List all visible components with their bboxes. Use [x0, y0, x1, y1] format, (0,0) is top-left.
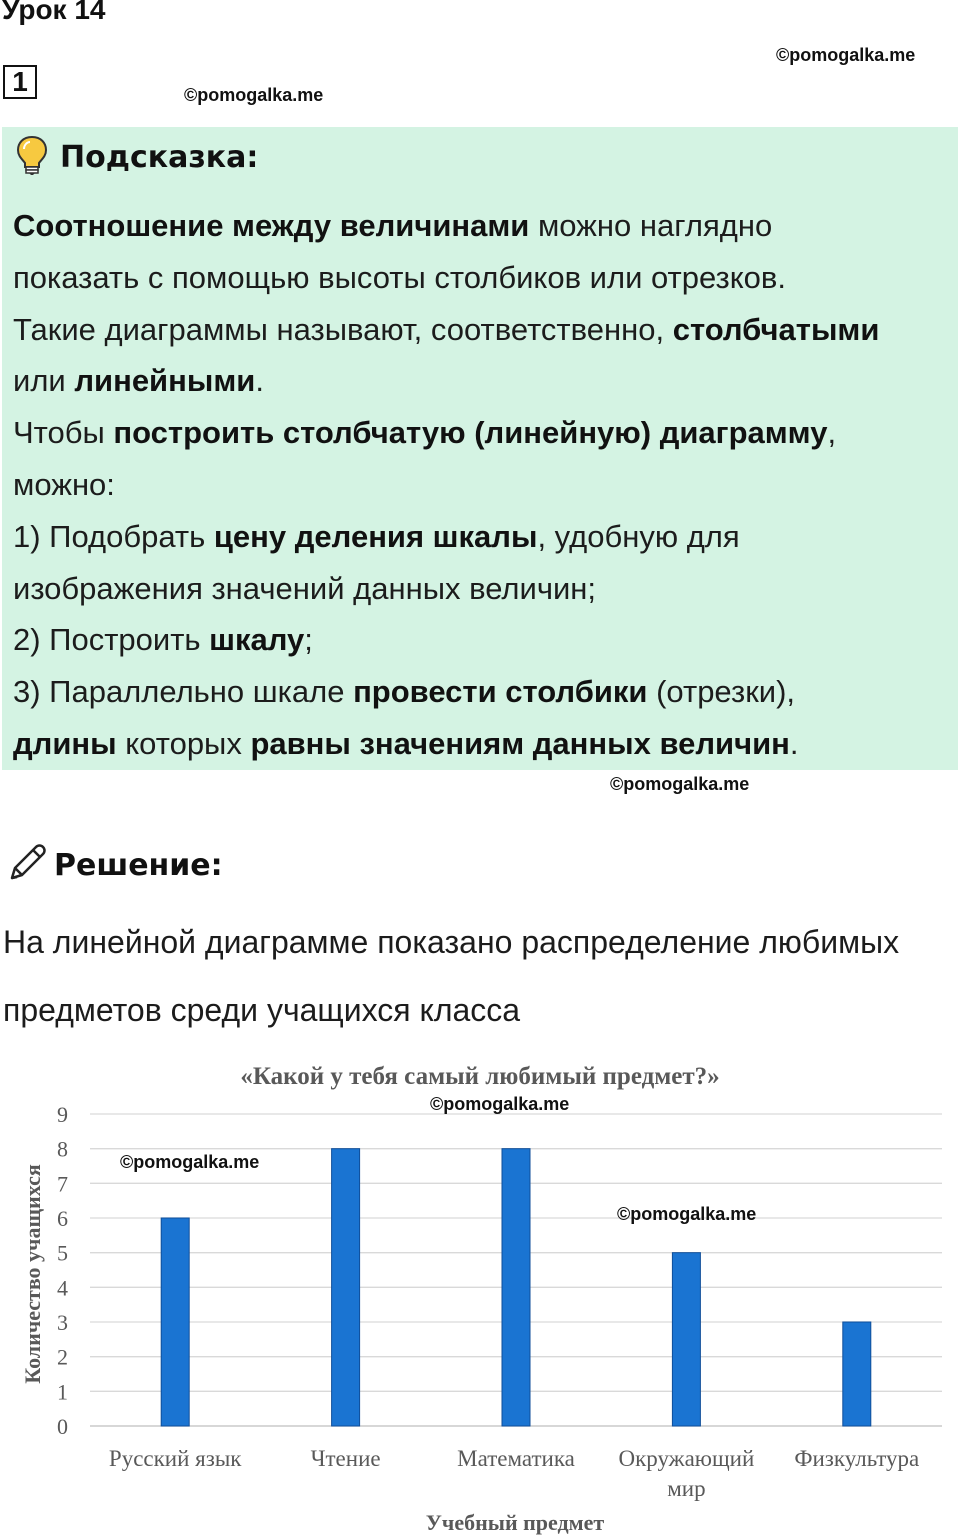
chart-x-axis-label: Учебный предмет [425, 1510, 605, 1535]
hint-title: Подсказка: [60, 139, 259, 175]
x-tick-label: Физкультура [794, 1446, 920, 1471]
hint-emphasis: длины [13, 725, 117, 761]
chart-y-axis-label: Количество учащихся [20, 1164, 45, 1384]
x-tick-label: мир [667, 1476, 706, 1501]
hint-text: . [255, 363, 264, 399]
hint-text: Такие диаграммы называют, соответственно, [13, 311, 673, 347]
hint-text: изображения значений данных величин; [13, 570, 597, 606]
hint-line [13, 304, 953, 356]
hint-heading [14, 134, 258, 180]
bar [843, 1322, 871, 1426]
hint-text: показать с помощью высоты столбиков или отрезков. [13, 259, 787, 295]
hint-text: которых [116, 725, 251, 761]
hint-emphasis: построить столбчатую (линейную) диаграмму [113, 415, 828, 451]
hint-text: , удобную для [537, 518, 740, 554]
bar [502, 1149, 530, 1426]
pencil-icon [6, 842, 48, 888]
solution-heading [6, 842, 223, 888]
lesson-title: Урок 14 [2, 0, 106, 25]
x-tick-label: Русский язык [108, 1446, 242, 1471]
hint-text: . [789, 725, 799, 761]
bar-chart [0, 1050, 960, 1535]
hint-text: ; [304, 622, 313, 658]
hint-line [13, 459, 953, 511]
hint-text: или [13, 363, 75, 399]
y-tick-label: 6 [57, 1206, 68, 1231]
hint-emphasis: Соотношение между величинами [13, 208, 530, 243]
x-tick-label: Окружающий [618, 1446, 755, 1471]
y-tick-label: 3 [57, 1310, 68, 1335]
x-tick-label: Чтение [310, 1446, 381, 1471]
watermark: ©pomogalka.me [776, 45, 916, 65]
y-tick-label: 7 [57, 1171, 68, 1197]
hint-emphasis: столбчатыми [672, 311, 880, 347]
solution-line: предметов среди учащихся класса [3, 992, 521, 1028]
watermark: ©pomogalka.me [430, 1094, 570, 1114]
hint-emphasis: цену деления шкалы [213, 518, 538, 554]
y-tick-label: 1 [57, 1379, 68, 1405]
hint-text: (отрезки), [647, 674, 796, 710]
chart-title: «Какой у тебя самый любимый предмет?» [240, 1063, 720, 1090]
bar [332, 1149, 360, 1426]
hint-line [13, 252, 953, 304]
watermark: ©pomogalka.me [184, 85, 324, 105]
bar [161, 1218, 189, 1426]
y-tick-label: 9 [57, 1102, 68, 1127]
hint-text: 3) Параллельно шкале [13, 674, 354, 710]
solution-text [3, 908, 958, 1044]
hint-line [13, 666, 953, 718]
hint-emphasis: равны значениям данных величин [250, 725, 790, 761]
hint-text: 2) Построить [13, 622, 210, 658]
x-tick-label: Математика [457, 1446, 575, 1471]
hint-body [13, 200, 953, 770]
hint-line [13, 407, 953, 459]
hint-line [13, 563, 953, 615]
hint-text: Чтобы [13, 415, 114, 451]
y-tick-label: 4 [57, 1275, 68, 1301]
hint-emphasis: шкалу [209, 622, 305, 658]
hint-text: , [827, 415, 837, 451]
watermark: ©pomogalka.me [120, 1152, 260, 1172]
hint-line [13, 718, 953, 770]
y-tick-label: 8 [57, 1136, 68, 1162]
solution-line: На линейной диаграмме показано распределение любимых [3, 924, 900, 960]
solution-title: Решение: [54, 847, 223, 883]
hint-text: можно: [13, 466, 115, 502]
hint-line [13, 200, 953, 252]
hint-emphasis: провести столбики [353, 674, 648, 710]
hint-text: 1) Подобрать [13, 518, 214, 554]
watermark: ©pomogalka.me [610, 774, 750, 794]
hint-line [13, 355, 953, 407]
hint-emphasis: линейными [74, 363, 256, 399]
bar [672, 1253, 700, 1426]
hint-text: можно наглядно [529, 208, 773, 243]
y-tick-label: 0 [57, 1414, 68, 1439]
task-number: 1 [3, 65, 37, 99]
hint-line [13, 614, 953, 666]
hint-line [13, 511, 953, 563]
watermark: ©pomogalka.me [617, 1204, 757, 1224]
y-tick-label: 2 [57, 1344, 68, 1370]
y-tick-label: 5 [57, 1240, 68, 1266]
lightbulb-icon [14, 134, 50, 180]
